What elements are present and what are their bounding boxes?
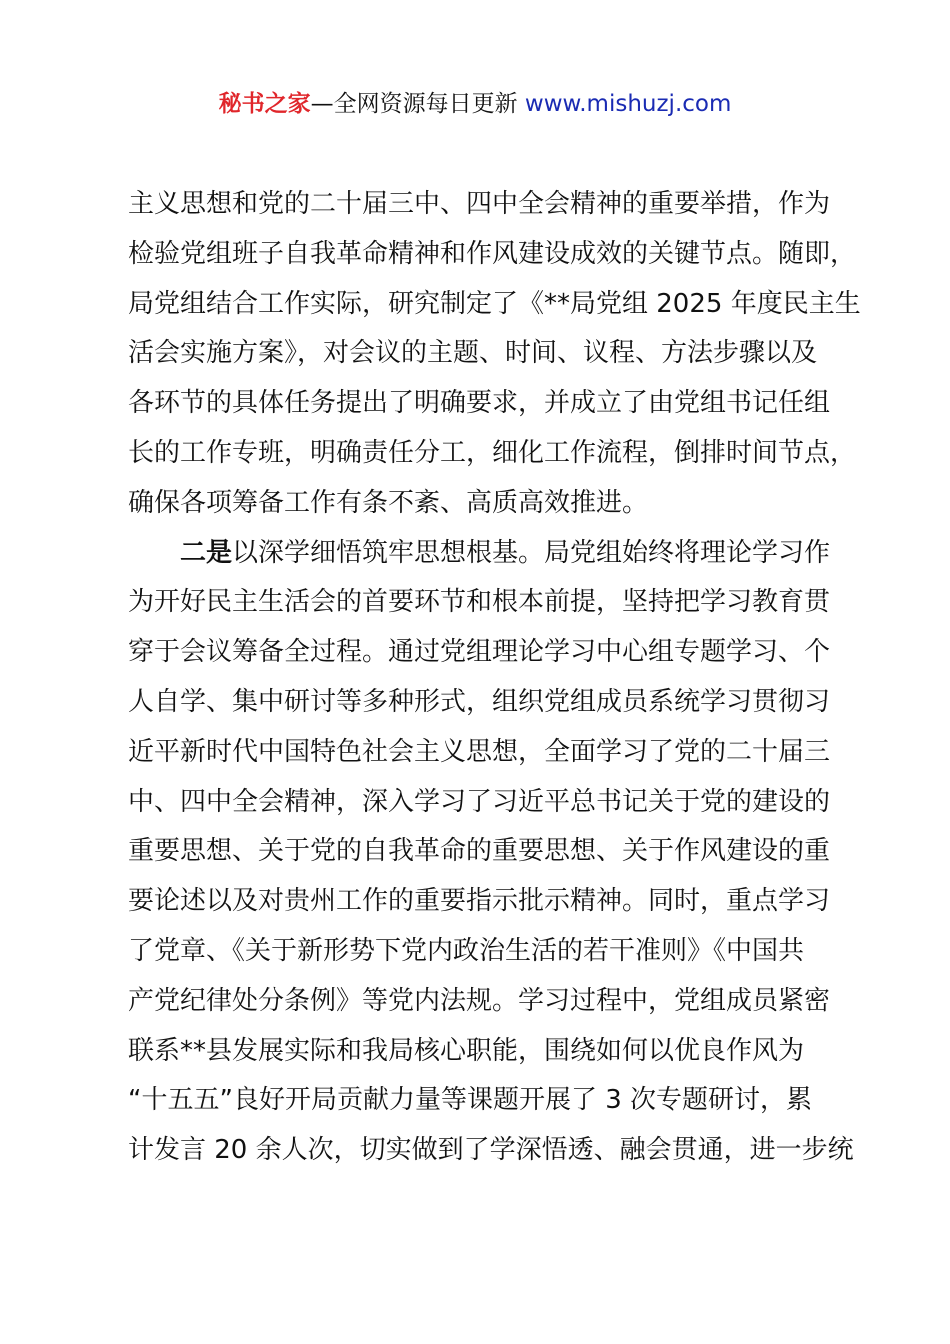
text-line: “十五五”良好开局贡献力量等课题开展了 3 次专题研讨，累 — [128, 1085, 813, 1116]
text-line: 检验党组班子自我革命精神和作风建设成效的关键节点。随即， — [128, 238, 857, 269]
text-line: 计发言 20 余人次，切实做到了学深悟透、融会贯通，进一步统 — [128, 1135, 854, 1166]
text-line: 活会实施方案》，对会议的主题、时间、议程、方法步骤以及 — [128, 338, 818, 369]
text-line: 联系**县发展实际和我局核心职能，围绕如何以优良作风为 — [128, 1035, 805, 1066]
header-slogan: —全网资源每日更新 — [310, 91, 525, 117]
text-line: 穿于会议筹备全过程。通过党组理论学习中心组专题学习、个 — [128, 637, 831, 668]
paragraph-2-lead: 二是 — [180, 537, 233, 568]
text-line: 了党章、《关于新形势下党内政治生活的若干准则》《中国共 — [128, 935, 805, 966]
paragraph-1 — [128, 180, 861, 529]
text-line: 人自学、集中研讨等多种形式，组织党组成员系统学习贯彻习 — [128, 686, 831, 717]
text-line: 为开好民主生活会的首要环节和根本前提，坚持把学习教育贯 — [128, 587, 831, 618]
paragraph-2-first-line-text: 以深学细悟筑牢思想根基。局党组始终将理论学习作 — [232, 537, 831, 568]
paragraph-2-first-line — [128, 529, 848, 579]
header-url-link[interactable]: www.mishuzj.com — [524, 91, 732, 117]
document-body — [128, 180, 861, 1176]
text-line: 确保各项筹备工作有条不紊、高质高效推进。 — [128, 487, 649, 518]
text-line: 长的工作专班，明确责任分工，细化工作流程，倒排时间节点， — [128, 437, 857, 468]
text-line: 中、四中全会精神，深入学习了习近平总书记关于党的建设的 — [128, 786, 831, 817]
paragraph-2 — [128, 529, 854, 1176]
text-line: 近平新时代中国特色社会主义思想，全面学习了党的二十届三 — [128, 736, 831, 767]
header-brand: 秘书之家 — [218, 91, 311, 117]
text-line: 各环节的具体任务提出了明确要求，并成立了由党组书记任组 — [128, 388, 831, 419]
text-line: 重要思想、关于党的自我革命的重要思想、关于作风建设的重 — [128, 836, 831, 867]
page-header — [0, 86, 950, 122]
text-line: 主义思想和党的二十届三中、四中全会精神的重要举措，作为 — [128, 189, 831, 219]
text-line: 要论述以及对贵州工作的重要指示批示精神。同时，重点学习 — [128, 886, 831, 917]
text-line: 产党纪律处分条例》等党内法规。学习过程中，党组成员紧密 — [128, 985, 831, 1016]
text-line: 局党组结合工作实际，研究制定了《**局党组 2025 年度民主生 — [128, 288, 861, 319]
